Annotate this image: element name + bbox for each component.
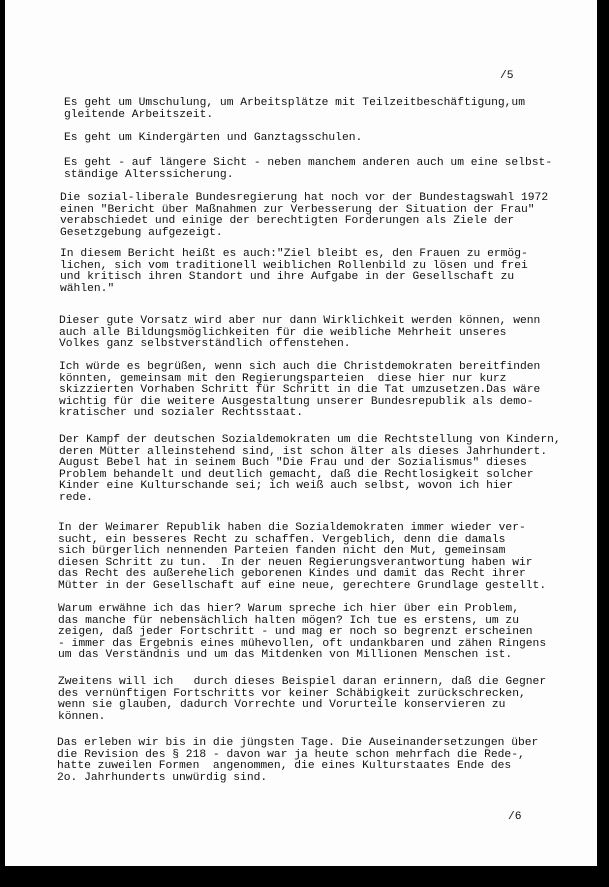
text-line: Der Kampf der deutschen Sozialdemokraten um die Rechtstellung von Kindern, xyxy=(59,434,561,446)
paragraph xyxy=(59,316,540,351)
text-line: Es geht - auf längere Sicht - neben manchem anderen auch um eine selbst- xyxy=(64,157,553,169)
text-line: deren Mütter alleinstehend sind, ist schon älter als dieses Jahrhundert. xyxy=(59,445,548,458)
text-line: das Recht des außerehelich geborenen Kindes und damit das Recht ihrer xyxy=(58,568,526,581)
text-line: zeigen, daß jeder Fortschritt - und mag er noch so begrenzt erscheinen xyxy=(58,626,533,639)
text-line: ständige Alterssicherung. xyxy=(64,168,234,181)
text-line: könnten, gemeinsam mit den Regierungsparteien diese hier nur kurz xyxy=(59,372,507,385)
text-line: - immer das Ergebnis eines mühevollen, oft undankbaren und zähen Ringens xyxy=(58,637,547,650)
text-line: auch alle Bildungsmöglichkeiten für die weibliche Mehrheit unseres xyxy=(59,326,507,339)
text-line: und kritisch ihren Standort und ihre Aufgabe in der Gesellschaft zu xyxy=(60,271,515,284)
text-line: Zweitens will ich durch dieses Beispiel daran erinnern, daß die Gegner xyxy=(58,676,547,688)
text-line: des vernünftigen Fortschritts vor keiner Schäbigkeit zurückschrecken, xyxy=(58,687,526,700)
text-line: Dieser gute Vorsatz wird aber nur dann Wirklichkeit werden können, wenn xyxy=(59,315,541,327)
text-line: wichtig für die weitere Ausgestaltung unserer Bundesrepublik als demo- xyxy=(59,395,534,408)
text-line: Die sozial-liberale Bundesregierung hat noch vor der Bundestagswahl 1972 xyxy=(60,192,549,204)
text-line: Volkes ganz selbstverständlich offenstehen. xyxy=(59,338,351,351)
text-line: können. xyxy=(58,710,106,723)
page-number-top: /5 xyxy=(500,70,514,82)
text-line: hatte zuweilen Formen angenommen, die eines Kulturstaates Ende des xyxy=(57,760,512,773)
text-line: rede. xyxy=(59,491,93,504)
text-line: wählen." xyxy=(60,282,115,295)
paragraph xyxy=(58,604,546,662)
text-line: einen "Bericht über Maßnahmen zur Verbesserung der Situation der Frau" xyxy=(60,203,535,216)
text-line: die Revision des § 218 - davon war ja heute schon mehrfach die Rede-, xyxy=(57,748,525,761)
paragraph xyxy=(60,249,528,295)
text-line: Das erleben wir bis in die jüngsten Tage. Die Auseinandersetzungen über xyxy=(57,737,539,749)
text-line: August Bebel hat in seinem Buch "Die Frau und der Sozialismus" dieses xyxy=(59,457,527,470)
text-line: wenn sie glauben, dadurch Vorrechte und Vorurteile konservieren zu xyxy=(58,699,506,712)
text-line: verabschiedet und einige der berechtigten Forderungen als Ziele der xyxy=(60,215,515,228)
page-number-bottom: /6 xyxy=(508,811,522,823)
text-line: das manche für nebensächlich halten mögen? Ich tue es erstens, um zu xyxy=(58,614,519,627)
text-line: sich bürgerlich nennenden Parteien fanden nicht den Mut, gemeinsam xyxy=(58,545,506,558)
paragraph xyxy=(58,523,546,593)
text-line: gleitende Arbeitszeit. xyxy=(64,108,214,121)
paragraph xyxy=(58,677,546,723)
text-line: Gesetzgebung aufgezeigt. xyxy=(60,226,223,239)
text-line: um das Verständnis und um das Mitdenken von Millionen Menschen ist. xyxy=(58,649,513,662)
text-line: Es geht um Umschulung, um Arbeitsplätze mit Teilzeitbeschäftigung,um xyxy=(64,97,525,109)
paragraph xyxy=(64,158,552,181)
text-line: diesen Schritt zu tun. In der neuen Regierungsverantwortung haben wir xyxy=(58,556,533,569)
text-line: In der Weimarer Republik haben die Sozialdemokraten immer wieder ver- xyxy=(58,522,526,534)
paragraph xyxy=(57,738,538,784)
paragraph xyxy=(64,98,525,121)
paragraph xyxy=(59,435,561,505)
text-line: Ich würde es begrüßen, wenn sich auch die Christdemokraten bereitfinden xyxy=(59,361,541,373)
text-line: Warum erwähne ich das hier? Warum spreche ich hier über ein Problem, xyxy=(58,603,519,615)
text-line: Problem behandelt und deutlich gemacht, daß die Rechtlosigkeit solcher xyxy=(59,468,534,481)
text-line: 2o. Jahrhunderts unwürdig sind. xyxy=(57,771,268,784)
paragraph xyxy=(59,362,540,420)
text-line: Mütter in der Gesellschaft auf eine neue, gerechtere Grundlage gestellt. xyxy=(58,579,547,592)
document-page xyxy=(5,0,597,866)
paragraph xyxy=(60,193,548,239)
text-line: kratischer und sozialer Rechtsstaat. xyxy=(59,407,304,420)
text-line: lichen, sich vom traditionell weiblichen Rollenbild zu lösen und frei xyxy=(60,259,528,272)
paragraph xyxy=(64,133,362,145)
text-line: sucht, ein besseres Recht zu schaffen. Vergeblich, denn die damals xyxy=(58,533,506,546)
text-line: Kinder eine Kulturschande sei; ich weiß auch selbst, wovon ich hier xyxy=(59,480,514,493)
text-line: skizzierten Vorhaben Schritt für Schritt in die Tat umzusetzen.Das wäre xyxy=(59,384,541,397)
text-line: Es geht um Kindergärten und Ganztagsschulen. xyxy=(64,132,363,144)
text-line: In diesem Bericht heißt es auch:"Ziel bleibt es, den Frauen zu ermög- xyxy=(60,248,528,260)
